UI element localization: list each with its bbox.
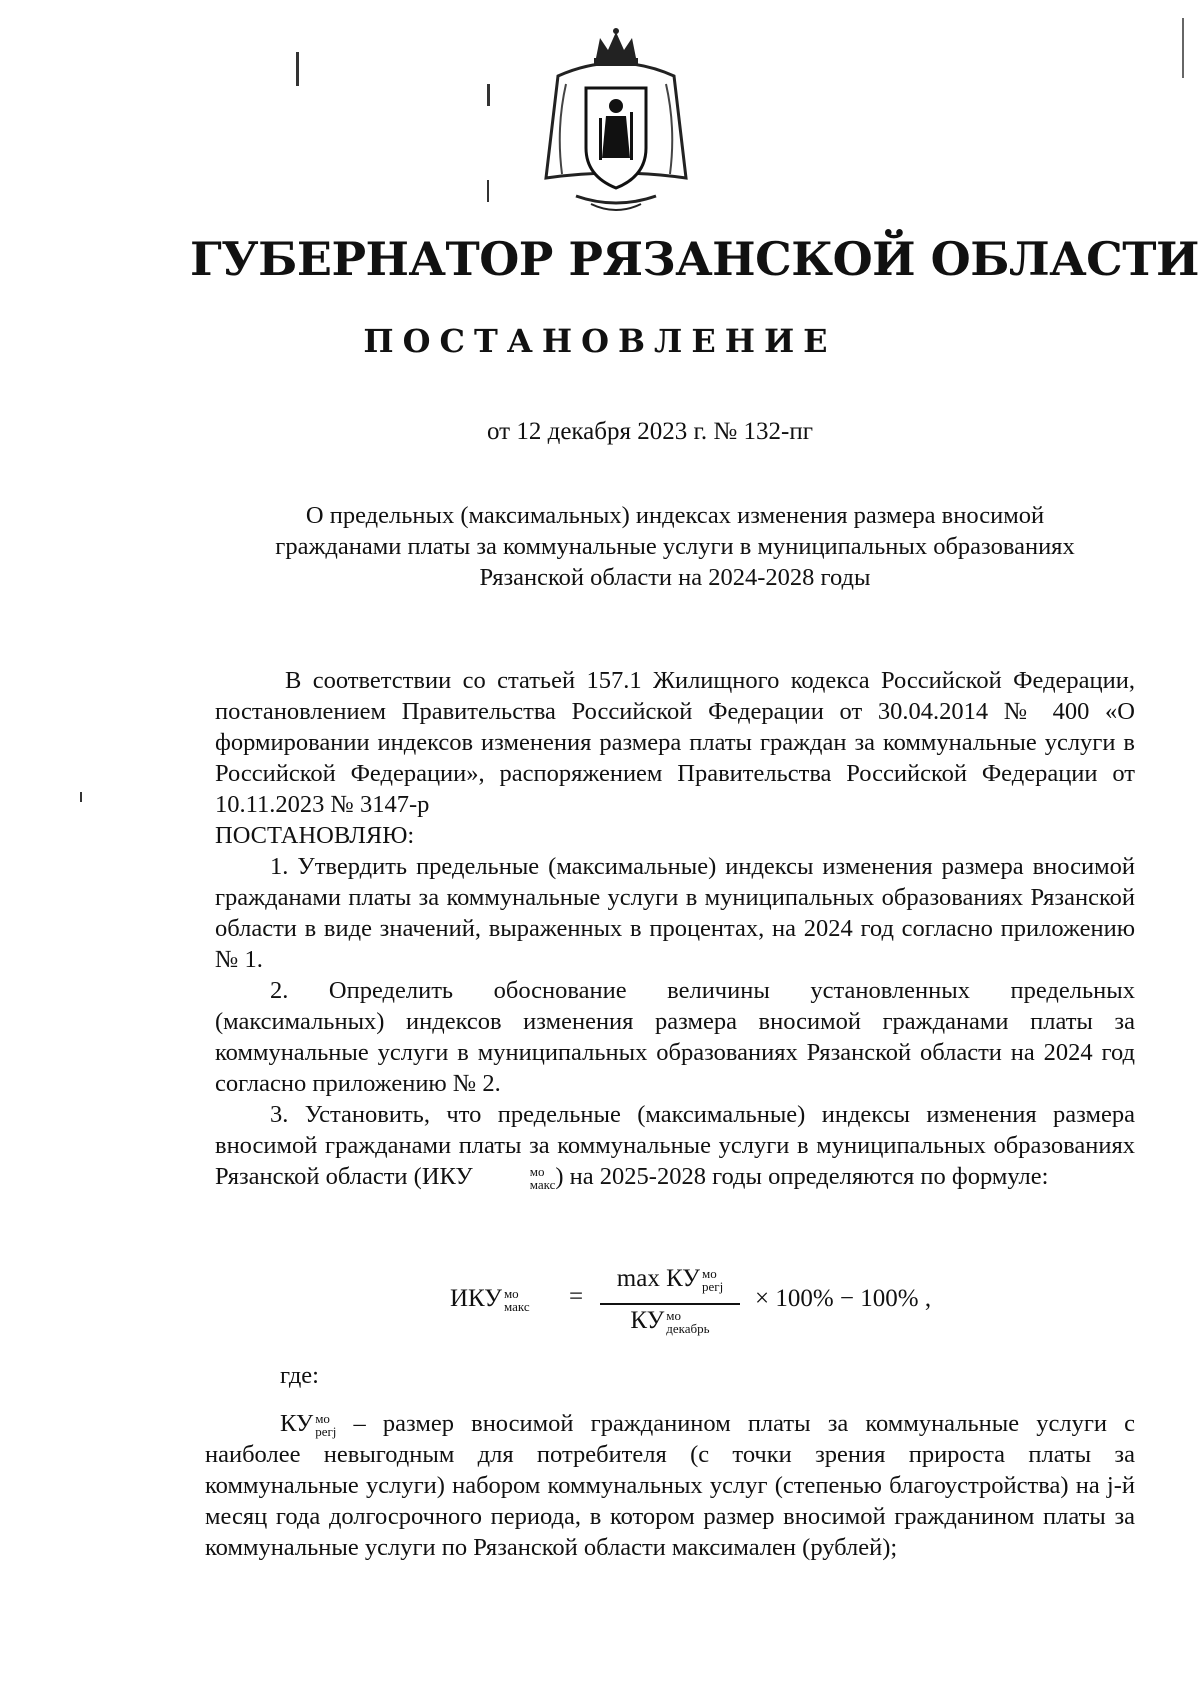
definition-symbol: КУ (280, 1410, 314, 1437)
item-3-symbol: ИКУ (421, 1163, 473, 1190)
formula-den-sub: декабрь (666, 1321, 710, 1337)
definition-text: – размер вносимой гражданином платы за коммунальные услуги с наиболее невыгодным для потребителя (с точки зрения прироста платы за коммунальные услуги) набором коммунальных услуг (степенью благоустройства) на j-й месяц года долгосрочного периода, в котором размер вносимой гражданином платы за коммунальные услуги по Рязанской области максимален (рублей); (205, 1410, 1135, 1561)
document-body (215, 665, 1135, 1192)
formula-den-sup: мо (666, 1308, 681, 1324)
formula-num-indices (702, 1267, 723, 1293)
item-3 (215, 1099, 1135, 1192)
coat-of-arms-icon (536, 28, 696, 218)
formula (450, 1265, 1050, 1345)
item-3-start: 3. Установить, что предельные (максимальные) индексы изменения размера вносимой гражданами платы за коммунальные услуги в муниципальных образованиях Рязанской области ( (215, 1101, 1135, 1190)
formula-den-symbol: КУ (630, 1307, 665, 1334)
resolve-word: ПОСТАНОВЛЯЮ: (215, 822, 415, 849)
scan-artifact (487, 84, 490, 106)
issuing-authority: ГУБЕРНАТОР РЯЗАНСКОЙ ОБЛАСТИ (190, 232, 1199, 286)
formula-lhs-sup: мо (503, 1286, 519, 1302)
formula-num-sub: регj (701, 1279, 724, 1295)
formula-lhs-indices (504, 1287, 530, 1313)
item-3-end: ) на 2025-2028 годы определяются по формуле: (555, 1163, 1049, 1190)
formula-fraction (600, 1265, 740, 1343)
definition (205, 1408, 1135, 1563)
formula-equals: = (569, 1283, 584, 1310)
scan-artifact (80, 792, 82, 802)
item-3-sup: мо (529, 1164, 545, 1180)
formula-lhs-symbol: ИКУ (450, 1285, 502, 1312)
preamble: В соответствии со статьей 157.1 Жилищного кодекса Российской Федерации, постановлением Правительства Российской Федерации от 30.04.2014 № 400 «О формировании индексов изменения размера платы граждан за коммунальные услуги в Российской Федерации», распоряжением Правительства Российской Федерации от 10.11.2023 № 3147-р (215, 667, 1135, 818)
formula-num-symbol: max КУ (616, 1265, 700, 1292)
scan-artifact (1182, 18, 1184, 78)
formula-den-indices (666, 1309, 709, 1335)
formula-tail: × 100% − 100% , (755, 1285, 932, 1312)
formula-num-sup: мо (701, 1266, 717, 1282)
scan-artifact (296, 52, 299, 86)
item-2: 2. Определить обоснование величины установленных предельных (максимальных) индексов изменения размера вносимой гражданами платы за коммунальные услуги в муниципальных образованиях Рязанской области на 2024 год согласно приложению № 2. (215, 977, 1135, 1097)
formula-lhs (450, 1285, 530, 1313)
item-3-indices (475, 1165, 556, 1191)
formula-denominator (600, 1307, 740, 1343)
definition-indices (315, 1412, 336, 1438)
document-date-number: от 12 декабря 2023 г. № 132-пг (487, 418, 813, 445)
where-label: где: (280, 1362, 319, 1389)
definition-sub: регj (315, 1424, 337, 1440)
document-type: ПОСТАНОВЛЕНИЕ (363, 322, 837, 360)
formula-lhs-sub: макс (503, 1299, 530, 1315)
fraction-bar (600, 1303, 740, 1305)
definition-sup: мо (315, 1411, 330, 1427)
document-subject: О предельных (максимальных) индексах изменения размера вносимой гражданами платы за коммунальные услуги в муниципальных образованиях Рязанской области на 2024-2028 годы (275, 502, 1075, 591)
formula-numerator (600, 1265, 740, 1301)
scan-artifact (487, 180, 489, 202)
item-3-sub: макс (529, 1177, 556, 1193)
item-1: 1. Утвердить предельные (максимальные) индексы изменения размера вносимой гражданами платы за коммунальные услуги в муниципальных образованиях Рязанской области в виде значений, выраженных в процентах, на 2024 год согласно приложению № 1. (215, 853, 1135, 973)
